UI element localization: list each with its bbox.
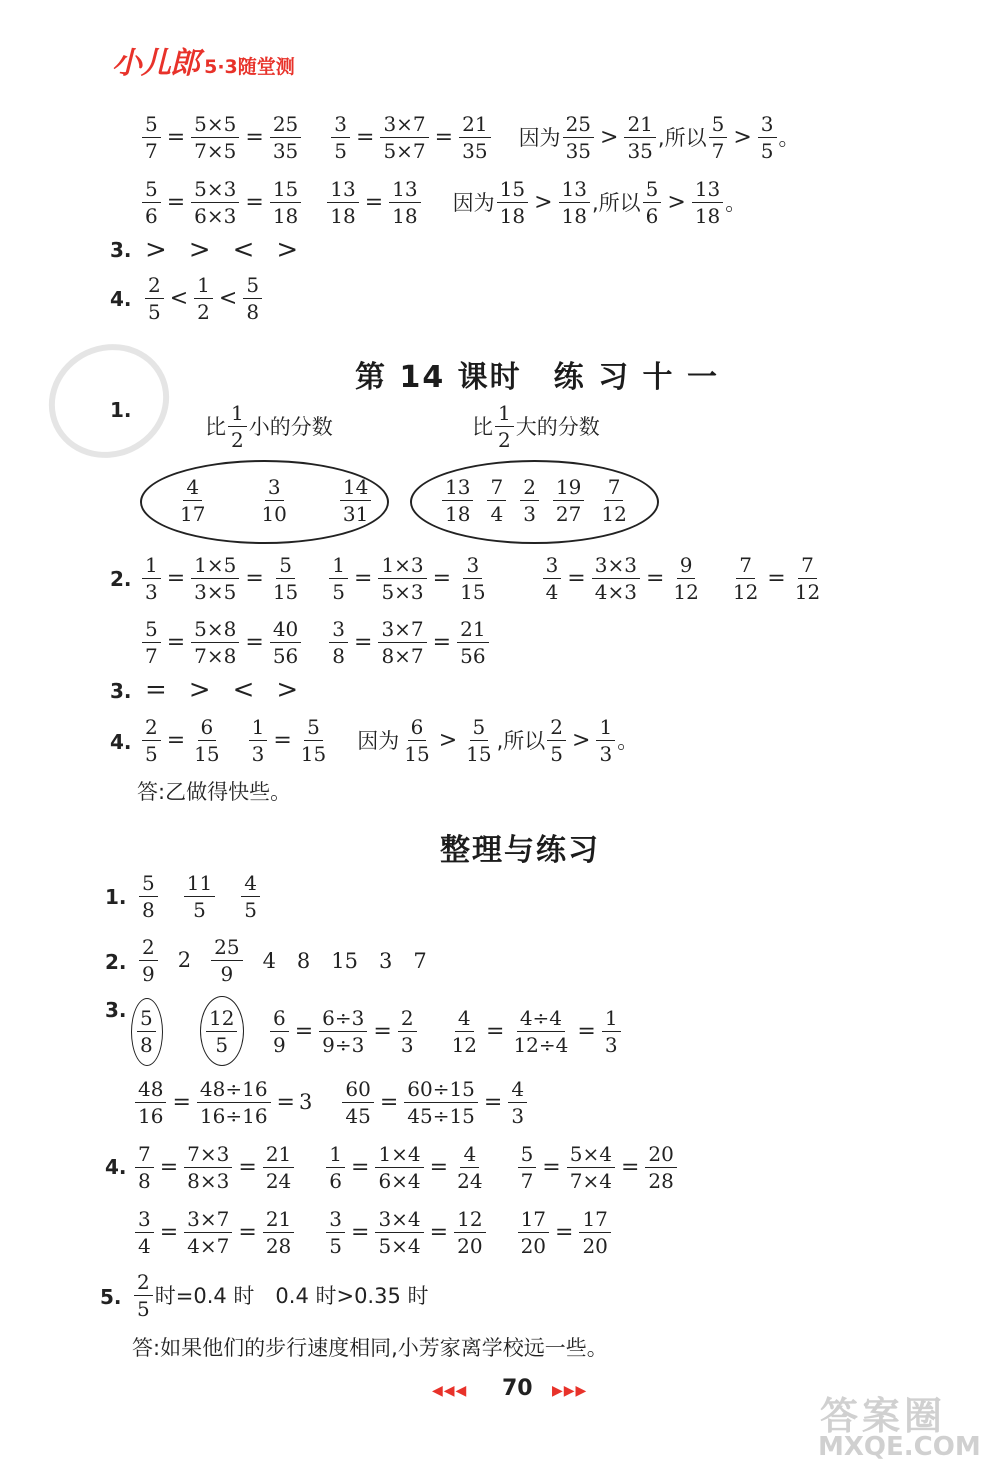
- fraction: $\frac{48\div 16}{16\div 16}$: [197, 1079, 271, 1126]
- fraction: $\frac{7\times 3}{8\times 3}$: [184, 1144, 232, 1191]
- fraction: $\frac{5\times 4}{7\times 4}$: [567, 1144, 615, 1191]
- question-number: 1.: [105, 885, 127, 909]
- compare-symbol: >: [276, 235, 299, 265]
- fraction: $\frac{17}{20}$: [579, 1209, 610, 1256]
- fraction: $\frac{3\times 7}{5\times 7}$: [380, 114, 428, 161]
- rv-q3-circled-a: [135, 1001, 158, 1061]
- top-q4: $\frac{2}{5}$ < $\frac{1}{2}$ < $\frac{5}{8}$: [143, 268, 264, 328]
- rv-q3-row2: $\frac{48}{16}$ = $\frac{48\div 16}{16\div 16}$ = 3 $\frac{60}{45}$ = $\frac{60\div 15}{45\div 15}$ = $\frac{4}{3}$: [133, 1072, 529, 1132]
- fraction: $\frac{5\times 5}{7\times 5}$: [191, 114, 239, 161]
- rv-q1: [137, 866, 262, 926]
- left-label: [205, 398, 333, 454]
- fraction: $\frac{13}{18}$: [559, 179, 590, 226]
- fraction: $\frac{7}{8}$: [135, 1144, 154, 1191]
- fraction: $\frac{15}{18}$: [497, 179, 528, 226]
- fraction: $\frac{2}{3}$: [520, 477, 539, 524]
- fraction: $\frac{40}{56}$: [270, 619, 301, 666]
- fraction: $\frac{3}{15}$: [460, 552, 486, 604]
- logo: [112, 38, 295, 82]
- l14-q3: [145, 670, 320, 710]
- fraction: $\frac{3}{5}$: [326, 1209, 345, 1256]
- fraction: $\frac{5}{15}$: [300, 714, 327, 766]
- fraction: $\frac{6}{15}$: [194, 714, 220, 766]
- fraction: $\frac{1}{3}$: [249, 717, 268, 764]
- top-q3: [145, 230, 320, 270]
- right-arrows-icon: ▶▶▶: [552, 1383, 588, 1399]
- text: 大的分数: [515, 415, 600, 439]
- text: 比: [205, 415, 226, 439]
- fraction: $\frac{15}{18}$: [270, 179, 301, 226]
- fraction: $\frac{6\div 3}{9\div 3}$: [319, 1008, 367, 1055]
- fraction: $\frac{21}{56}$: [457, 619, 488, 666]
- faint-stamp: [30, 324, 188, 477]
- top-row-1: $\frac{5}{7}$ = $\frac{5\times 5}{7\times 5}$ = $\frac{25}{35}$ $\frac{3}{5}$ = $\frac{3\times 7}{5\times 7}$ = $\frac{21}{35}$ 因为 $\frac{25}{35}$ > $\frac{21}{35}$ ,所以 $\frac{5}{7}$ > $\frac{3}{5}$ 。: [140, 107, 800, 167]
- text: ,所以: [657, 126, 707, 150]
- larger-fractions: [440, 470, 632, 530]
- fraction: $\frac{20}{28}$: [645, 1144, 676, 1191]
- fraction: $\frac{5}{7}$: [142, 619, 161, 666]
- fraction: $\frac{12}{20}$: [454, 1209, 485, 1256]
- brand-logo: 小儿郎: [112, 46, 199, 81]
- fraction: $\frac{21}{28}$: [263, 1209, 294, 1256]
- right-label: [472, 398, 600, 454]
- rv-q4-row2: $\frac{3}{4}$ = $\frac{3\times 7}{4\times 7}$ = $\frac{21}{28}$ $\frac{3}{5}$ = $\frac{3\times 4}{5\times 4}$ = $\frac{12}{20}$ $\frac{17}{20}$ = $\frac{17}{20}$: [133, 1202, 613, 1262]
- fraction: $\frac{5}{8}$: [139, 873, 158, 920]
- text: 比: [472, 415, 493, 439]
- text: 因为: [357, 729, 400, 753]
- text: 小的分数: [248, 415, 333, 439]
- l14-q4: $\frac{2}{5}$ = $\frac{6}{15}$ $\frac{1}{3}$ = $\frac{5}{15}$ 因为 $\frac{6}{15}$ > $\frac{5}{15}$ ,所以 $\frac{2}{5}$ > $\frac{1}{3}$ 。: [140, 710, 638, 770]
- fraction: $\frac{3}{5}$: [331, 114, 350, 161]
- text: 因为: [518, 126, 561, 150]
- compare-symbol: <: [232, 235, 255, 265]
- smaller-fractions: [175, 470, 373, 530]
- left-arrows-icon: ◀◀◀: [432, 1383, 468, 1399]
- fraction: $\frac{14}{31}$: [340, 477, 371, 524]
- fraction: $\frac{21}{35}$: [624, 114, 655, 161]
- fraction: $\frac{5}{7}$: [518, 1144, 537, 1191]
- fraction: $\frac{5}{7}$: [709, 114, 728, 161]
- section-title: 第 14 课时 练 习 十 一: [355, 360, 719, 395]
- fraction: $\frac{13}{18}$: [327, 179, 358, 226]
- question-number: 2.: [110, 567, 132, 591]
- fraction: $\frac{1}{3}$: [596, 717, 615, 764]
- fraction: $\frac{4}{24}$: [457, 1141, 483, 1193]
- l14-q2-row1: $\frac{1}{3}$ = $\frac{1\times 5}{3\times 5}$ = $\frac{5}{15}$ $\frac{1}{5}$ = $\frac{1\times 3}{5\times 3}$ = $\frac{3}{15}$ $\frac{3}{4}$ = $\frac{3\times 3}{4\times 3}$ = $\frac{9}{12}$ $\frac{7}{12}$ = $\frac{7}{12}$: [140, 548, 825, 608]
- top-row-2: $\frac{5}{6}$ = $\frac{5\times 3}{6\times 3}$ = $\frac{15}{18}$ $\frac{13}{18}$ = $\frac{13}{18}$ 因为 $\frac{15}{18}$ > $\frac{13}{18}$ ,所以 $\frac{5}{6}$ > $\frac{13}{18}$ 。: [140, 172, 746, 232]
- compare-symbol: =: [145, 675, 167, 705]
- fraction: $\frac{3\times 7}{4\times 7}$: [184, 1209, 232, 1256]
- fraction: $\frac{13}{18}$: [389, 179, 420, 226]
- question-number: 3.: [110, 679, 132, 703]
- brand-subtitle: 5·3随堂测: [204, 56, 295, 78]
- fraction: $\frac{5}{8}$: [137, 1008, 156, 1055]
- fraction: $\frac{5\times 8}{7\times 8}$: [191, 619, 239, 666]
- text: 时=0.4 时 0.4 时>0.35 时: [154, 1284, 429, 1308]
- fraction: $\frac{3}{8}$: [329, 619, 348, 666]
- fraction: $\frac{12}{5}$: [206, 1008, 237, 1055]
- fraction: $\frac{6}{9}$: [270, 1008, 289, 1055]
- fraction: $\frac{21}{24}$: [263, 1144, 294, 1191]
- watermark-logo: 答案圈: [820, 1394, 947, 1438]
- compare-symbol: >: [276, 675, 299, 705]
- fraction: $\frac{21}{35}$: [459, 114, 490, 161]
- text: 。: [725, 191, 747, 215]
- fraction: $\frac{5}{6}$: [142, 179, 161, 226]
- fraction: $\frac{4}{12}$: [451, 1005, 478, 1057]
- fraction: $\frac{5}{7}$: [142, 114, 161, 161]
- question-number: 3.: [105, 998, 127, 1022]
- fraction: $\frac{7}{12}$: [601, 474, 627, 526]
- question-number: 4.: [110, 730, 132, 754]
- answer-text: 答:乙做得快些。: [137, 780, 292, 804]
- fraction: $\frac{5}{6}$: [643, 179, 662, 226]
- compare-symbol: <: [232, 675, 255, 705]
- fraction: $\frac{3\times 7}{8\times 7}$: [378, 619, 426, 666]
- text: 。: [617, 729, 639, 753]
- fraction: $\frac{6}{15}$: [404, 714, 430, 766]
- compare-symbol: >: [188, 235, 211, 265]
- fraction: $\frac{4\div 4}{12\div 4}$: [513, 1005, 569, 1057]
- watermark-url: MXQE.COM: [818, 1432, 981, 1462]
- rv-q5: [132, 1265, 429, 1325]
- text: ,所以: [496, 729, 546, 753]
- fraction: $\frac{3}{4}$: [543, 555, 562, 602]
- fraction: $\frac{17}{20}$: [518, 1209, 549, 1256]
- fraction: $\frac{25}{35}$: [563, 114, 594, 161]
- fraction: $\frac{2}{5}$: [145, 275, 164, 322]
- fraction: $\frac{5}{8}$: [243, 275, 262, 322]
- fraction: $\frac{2}{9}$: [139, 937, 158, 984]
- fraction: $\frac{19}{27}$: [553, 477, 584, 524]
- fraction: $\frac{7}{12}$: [794, 552, 821, 604]
- rv-q3-circled-b: [204, 1001, 239, 1061]
- text: ,所以: [591, 191, 641, 215]
- question-number: 1.: [110, 398, 132, 422]
- fraction: $\frac{3}{4}$: [135, 1209, 154, 1256]
- fraction: $\frac{4}{5}$: [241, 873, 260, 920]
- text: 。: [778, 126, 800, 150]
- page-number: 70: [502, 1376, 533, 1401]
- fraction: $\frac{13}{18}$: [442, 477, 473, 524]
- compare-symbol: >: [145, 235, 167, 265]
- fraction: $\frac{1\times 3}{5\times 3}$: [378, 555, 426, 602]
- fraction: $\frac{7}{4}$: [487, 477, 506, 524]
- fraction: $\frac{2}{5}$: [547, 717, 566, 764]
- fraction: $\frac{1\times 4}{6\times 4}$: [375, 1144, 423, 1191]
- fraction: $\frac{25}{9}$: [211, 937, 242, 984]
- fraction: $\frac{5\times 3}{6\times 3}$: [191, 179, 239, 226]
- text: 因为: [452, 191, 495, 215]
- answer-text: 答:如果他们的步行速度相同,小芳家离学校远一些。: [132, 1336, 608, 1360]
- fraction: $\frac{1}{6}$: [326, 1144, 345, 1191]
- fraction: $\frac{60\div 15}{45\div 15}$: [404, 1079, 478, 1126]
- fraction: $\frac{1\times 5}{3\times 5}$: [191, 555, 239, 602]
- fraction: $\frac{4}{17}$: [180, 474, 206, 526]
- rv-q2: [137, 930, 427, 990]
- question-number: 5.: [100, 1285, 122, 1309]
- fraction: $\frac{2}{5}$: [134, 1272, 153, 1319]
- fraction: $\frac{1}{3}$: [602, 1008, 621, 1055]
- fraction: $\frac{11}{5}$: [184, 873, 215, 920]
- question-number: 3.: [110, 238, 132, 262]
- fraction: $\frac{1}{5}$: [329, 555, 348, 602]
- rv-q3-row1: $\frac{6}{9}$ = $\frac{6\div 3}{9\div 3}$ = $\frac{2}{3}$ $\frac{4}{12}$ = $\frac{4\div 4}{12\div 4}$ = $\frac{1}{3}$: [268, 1001, 623, 1061]
- question-number: 4.: [110, 287, 132, 311]
- fraction: $\frac{9}{12}$: [673, 552, 699, 604]
- fraction: $\frac{13}{18}$: [692, 179, 723, 226]
- fraction: $\frac{60}{45}$: [342, 1079, 373, 1126]
- section-title: 整理与练习: [440, 833, 600, 868]
- fraction: $\frac{1}{2}$: [228, 403, 247, 450]
- fraction: $\frac{5}{15}$: [466, 714, 492, 766]
- fraction: $\frac{25}{35}$: [270, 114, 301, 161]
- fraction: $\frac{1}{2}$: [495, 403, 514, 450]
- fraction: $\frac{1}{2}$: [194, 275, 213, 322]
- compare-symbol: >: [188, 675, 211, 705]
- value: 3: [298, 1090, 313, 1114]
- fraction: $\frac{48}{16}$: [135, 1079, 166, 1126]
- question-number: 2.: [105, 950, 127, 974]
- value: 4 8 15 3 7: [262, 949, 427, 973]
- fraction: $\frac{2}{5}$: [142, 717, 161, 764]
- fraction: $\frac{3}{5}$: [758, 114, 777, 161]
- fraction: $\frac{4}{3}$: [508, 1079, 527, 1126]
- fraction: $\frac{7}{12}$: [732, 552, 759, 604]
- value: 2: [177, 948, 192, 972]
- fraction: $\frac{1}{3}$: [142, 555, 161, 602]
- question-number: 4.: [105, 1155, 127, 1179]
- fraction: $\frac{3\times 3}{4\times 3}$: [592, 555, 640, 602]
- fraction: $\frac{5}{15}$: [272, 552, 299, 604]
- rv-q4-row1: $\frac{7}{8}$ = $\frac{7\times 3}{8\times 3}$ = $\frac{21}{24}$ $\frac{1}{6}$ = $\frac{1\times 4}{6\times 4}$ = $\frac{4}{24}$ $\frac{5}{7}$ = $\frac{5\times 4}{7\times 4}$ = $\frac{20}{28}$: [133, 1137, 679, 1197]
- fraction: $\frac{3\times 4}{5\times 4}$: [375, 1209, 423, 1256]
- fraction: $\frac{2}{3}$: [398, 1008, 417, 1055]
- l14-q2-row2: $\frac{5}{7}$ = $\frac{5\times 8}{7\times 8}$ = $\frac{40}{56}$ $\frac{3}{8}$ = $\frac{3\times 7}{8\times 7}$ = $\frac{21}{56}$: [140, 612, 491, 672]
- fraction: $\frac{3}{10}$: [261, 474, 287, 526]
